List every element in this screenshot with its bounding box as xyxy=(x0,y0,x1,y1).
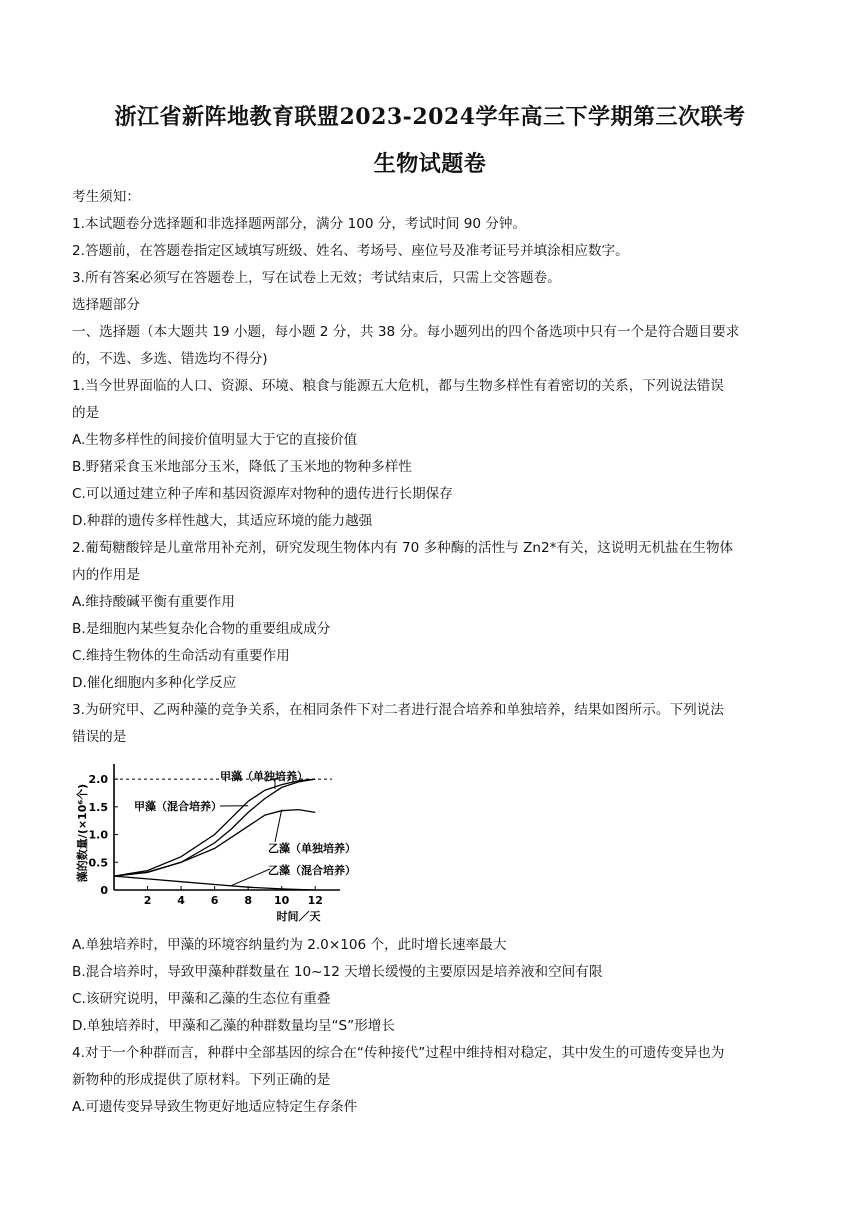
question-3-option-d: D.单独培养时，甲藻和乙藻的种群数量均呈“S”形增长 xyxy=(72,1018,395,1034)
y-tick-label: 1.5 xyxy=(88,800,108,814)
question-2-option-d: D.催化细胞内多种化学反应 xyxy=(72,675,237,691)
exam-title: 浙江省新阵地教育联盟2023-2024学年高三下学期第三次联考 xyxy=(114,104,746,130)
question-2-option-c: C.维持生物体的生命活动有重要作用 xyxy=(72,648,290,664)
algae-growth-chart xyxy=(70,758,380,928)
y-axis-label: 藻的数量/(×10⁶个) xyxy=(76,783,89,883)
x-tick-label: 2 xyxy=(143,894,152,907)
question-2-stem: 2.葡萄糖酸锌是儿童常用补充剂，研究发现生物体内有 70 多种酶的活性与 Zn2*有关，这说明无机盐在生物体 xyxy=(72,540,734,556)
series-line-jia-single xyxy=(114,779,315,876)
question-4-stem: 4.对于一个种群而言，种群中全部基因的综合在“传种接代”过程中维持相对稳定，其中发生的可遗传变异也为 xyxy=(72,1045,725,1061)
notice-heading: 考生须知： xyxy=(72,189,140,205)
instruction-line: 的，不选、多选、错选均不得分) xyxy=(72,351,268,367)
section-heading: 选择题部分 xyxy=(72,297,140,313)
question-3-option-a: A.单独培养时，甲藻的环境容纳量约为 2.0×106 个，此时增长速率最大 xyxy=(72,937,507,953)
question-4-stem: 新物种的形成提供了原材料。下列正确的是 xyxy=(72,1072,331,1088)
exam-subtitle: 生物试题卷 xyxy=(373,151,487,177)
series-label-jia-single: 甲藻（单独培养） xyxy=(220,770,308,783)
question-1-option-a: A.生物多样性的间接价值明显大于它的直接价值 xyxy=(72,432,358,448)
question-1-option-b: B.野猪采食玉米地部分玉米，降低了玉米地的物种多样性 xyxy=(72,459,412,475)
x-tick-label: 6 xyxy=(210,894,219,907)
question-1-option-c: C.可以通过建立种子库和基因资源库对物种的遗传进行长期保存 xyxy=(72,486,453,502)
instruction-line: 一、选择题（本大题共 19 小题，每小题 2 分，共 38 分。每小题列出的四个备选项中只有一个是符合题目要求 xyxy=(72,324,740,340)
x-tick-label: 8 xyxy=(244,894,252,907)
x-tick-label: 12 xyxy=(307,894,323,907)
question-3-option-b: B.混合培养时，导致甲藻种群数量在 10~12 天增长缓慢的主要原因是培养液和空间有限 xyxy=(72,964,603,980)
question-2-option-a: A.维持酸碱平衡有重要作用 xyxy=(72,594,235,610)
question-1-stem: 1.当今世界面临的人口、资源、环境、粮食与能源五大危机，都与生物多样性有着密切的关系，下列说法错误 xyxy=(72,378,724,394)
series-line-jia-mixed xyxy=(114,779,315,876)
question-2-stem: 内的作用是 xyxy=(72,567,140,583)
question-2-option-b: B.是细胞内某些复杂化合物的重要组成成分 xyxy=(72,621,331,637)
series-label-jia-mixed: 甲藻（混合培养） xyxy=(134,800,222,813)
question-3-option-c: C.该研究说明，甲藻和乙藻的生态位有重叠 xyxy=(72,991,331,1007)
question-1-option-d: D.种群的遗传多样性越大，其适应环境的能力越强 xyxy=(72,513,373,529)
series-leader-yi-single xyxy=(275,810,282,842)
series-label-yi-mixed: 乙藻（混合培养） xyxy=(268,864,356,877)
question-1-stem: 的是 xyxy=(72,405,100,421)
x-axis-label: 时间／天 xyxy=(276,910,321,923)
series-leader-yi-mixed xyxy=(231,869,270,886)
y-tick-label: 0.5 xyxy=(88,856,108,870)
question-3-stem: 错误的是 xyxy=(72,729,127,745)
question-3-stem: 3.为研究甲、乙两种藻的竞争关系，在相同条件下对二者进行混合培养和单独培养，结果如图所示。下列说法 xyxy=(72,702,724,718)
x-tick-label: 4 xyxy=(177,894,185,907)
series-label-yi-single: 乙藻（单独培养） xyxy=(268,842,356,855)
notice-line: 3.所有答案必须写在答题卷上，写在试卷上无效；考试结束后，只需上交答题卷。 xyxy=(72,270,561,286)
y-tick-label: 1.0 xyxy=(88,828,108,842)
notice-line: 1.本试题卷分选择题和非选择题两部分，满分 100 分，考试时间 90 分钟。 xyxy=(72,216,527,232)
y-tick-label: 0 xyxy=(100,884,108,897)
notice-line: 2.答题前，在答题卷指定区域填写班级、姓名、考场号、座位号及准考证号并填涂相应数字。 xyxy=(72,243,629,259)
question-4-option-a: A.可遗传变异导致生物更好地适应特定生存条件 xyxy=(72,1099,358,1115)
x-tick-label: 10 xyxy=(274,894,290,907)
y-tick-label: 2.0 xyxy=(88,773,108,787)
